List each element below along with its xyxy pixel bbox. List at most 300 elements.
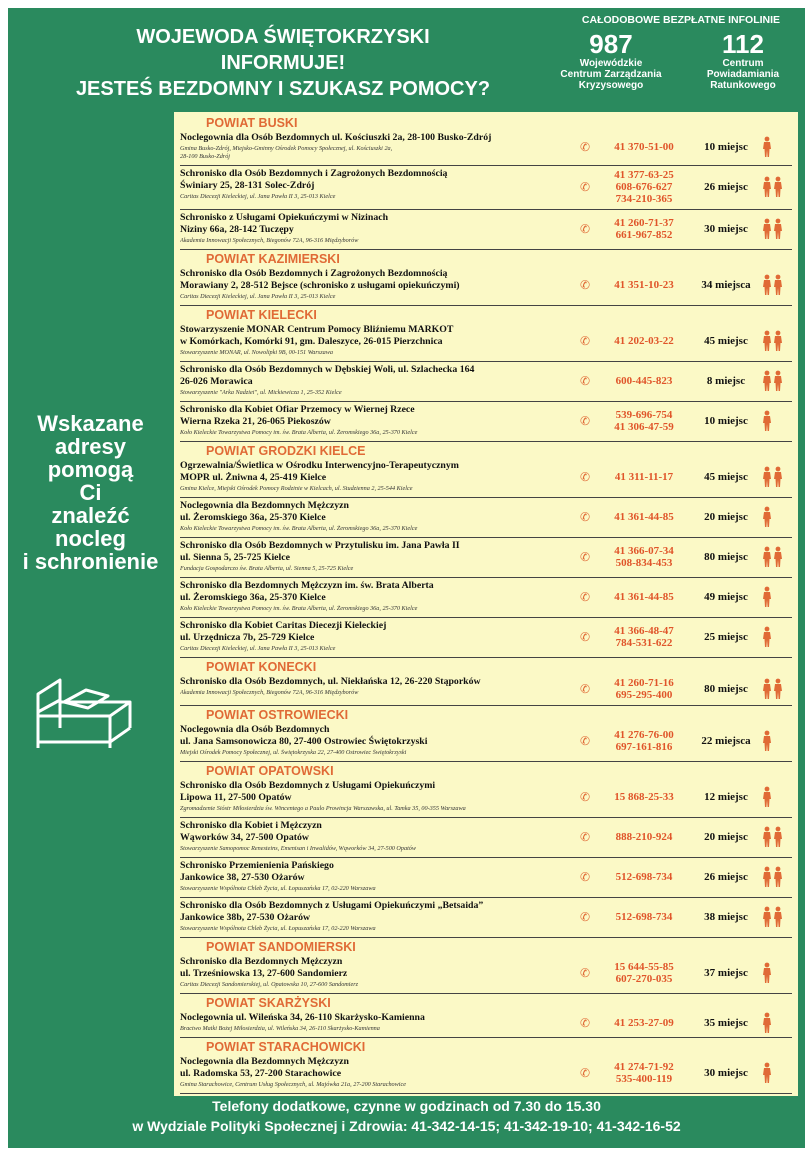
infoline-desc: Centrum Zarządzania	[560, 69, 662, 80]
shelter-name-line: Stowarzyszenie MONAR Centrum Pomocy Bliźniemu MARKOT	[180, 324, 454, 335]
phone-number: 41 366-07-34	[614, 545, 674, 557]
shelter-name	[180, 1012, 570, 1024]
shelter-name-line: Morawiany 2, 28-512 Bejsce (schronisko z usługami opiekuńczymi)	[180, 280, 460, 291]
person-icon	[762, 826, 772, 853]
person-icons	[762, 176, 796, 198]
shelter-operator	[180, 1025, 580, 1033]
shelter-operator	[180, 525, 580, 533]
shelter-phones	[598, 591, 690, 603]
shelter-entry	[180, 724, 792, 758]
person-icon	[773, 866, 783, 893]
shelter-operator-line: Stowarzyszenie MONAR, ul. Nowolipki 9B, 00-151 Warszawa	[180, 349, 333, 356]
poster	[8, 8, 805, 1148]
shelter-operator-line: Stowarzyszenie "Arka Nadziei", ul. Mickiewicza 1, 25-352 Kielce	[180, 389, 342, 396]
title-line: WOJEWODA ŚWIĘTOKRZYSKI	[136, 26, 430, 48]
shelter-name-line: Noclegownia dla Osób Bezdomnych ul. Kościuszki 2a, 28-100 Busko-Zdrój	[180, 132, 492, 143]
person-icon	[773, 906, 783, 933]
shelter-operator	[180, 981, 580, 989]
shelter-name-line: ul. Żeromskiego 36a, 25-370 Kielce	[180, 512, 326, 523]
shelter-operator-line: Miejski Ośrodek Pomocy Społecznej, ul. Świętokrzyska 22, 27-400 Ostrowiec Świętokrzyski	[180, 749, 407, 756]
shelter-name	[180, 324, 570, 348]
shelter-name-line: Wąworków 34, 27-500 Opatów	[180, 832, 309, 843]
footer-line: Telefony dodatkowe, czynne w godzinach od 7.30 do 15.30	[212, 1098, 601, 1114]
sidebar-message	[8, 412, 173, 573]
shelter-operator-line: Koło Kieleckie Towarzystwa Pomocy im. św. Brata Alberta, ul. Żeromskiego 36a, 25-370 Kielce	[180, 605, 418, 612]
divider	[180, 897, 792, 898]
shelter-operator	[180, 1081, 580, 1089]
phone-icon: ✆	[580, 830, 591, 844]
phone-number: 41 361-44-85	[614, 591, 674, 603]
divider	[180, 1093, 792, 1094]
shelter-name-line: Wierna Rzeka 21, 26-065 Piekoszów	[180, 416, 331, 427]
phone-number: 41 260-71-16	[614, 677, 674, 689]
shelter-operator-line: Caritas Diecezji Kieleckiej, ul. Jana Pawła II 3, 25-013 Kielce	[180, 193, 336, 200]
shelter-capacity: 12 miejsc	[704, 790, 748, 803]
phone-icon: ✆	[580, 910, 591, 924]
shelter-phones	[598, 141, 690, 153]
divider	[180, 577, 792, 578]
shelter-entry	[180, 1056, 792, 1090]
phone-number: 15 868-25-33	[614, 791, 674, 803]
shelter-entry	[180, 900, 792, 934]
shelter-operator	[180, 389, 580, 397]
person-icons	[762, 410, 796, 432]
phone-icon: ✆	[580, 734, 591, 748]
shelter-name	[180, 500, 570, 524]
shelter-name-line: 26-026 Morawica	[180, 376, 253, 387]
shelter-capacity: 10 miejsc	[704, 140, 748, 153]
shelter-name-line: ul. Żeromskiego 36a, 25-370 Kielce	[180, 592, 326, 603]
shelter-name-line: ul. Urzędnicza 7b, 25-729 Kielce	[180, 632, 315, 643]
shelter-name-line: ul. Sienna 5, 25-725 Kielce	[180, 552, 290, 563]
person-icons	[762, 586, 796, 608]
bed-icon	[30, 672, 150, 752]
shelter-name	[180, 460, 570, 484]
infoline-987	[548, 30, 674, 91]
person-icon	[762, 218, 772, 245]
shelter-name-line: MOPR ul. Żniwna 4, 25-419 Kielce	[180, 472, 327, 483]
phone-number: 41 311-11-17	[614, 471, 674, 483]
person-icons	[762, 1062, 796, 1084]
shelter-phones	[598, 831, 690, 843]
phone-number: 539-696-754	[615, 409, 673, 421]
shelter-name-line: Schronisko dla Bezdomnych Mężczyzn	[180, 956, 343, 967]
phone-number: 41 202-03-22	[614, 335, 674, 347]
shelter-capacity: 45 miejsc	[704, 470, 748, 483]
title-line: INFORMUJE!	[220, 52, 346, 74]
phone-icon: ✆	[580, 180, 591, 194]
shelter-capacity: 30 miejsc	[704, 1066, 748, 1079]
section-title: POWIAT OPATOWSKI	[206, 764, 334, 778]
phone-number: 661-967-852	[615, 229, 673, 241]
phone-icon: ✆	[580, 550, 591, 564]
shelter-phones	[598, 677, 690, 701]
phone-number: 41 370-51-00	[614, 141, 674, 153]
shelter-name	[180, 168, 570, 192]
person-icons	[762, 274, 796, 296]
shelter-operator-line: Caritas Diecezji Kieleckiej, ul. Jana Pawła II 3, 25-013 Kielce	[180, 645, 336, 652]
page-title	[18, 24, 548, 102]
person-icon	[773, 826, 783, 853]
infoline-desc: Powiadamiania	[706, 69, 780, 80]
footer	[8, 1096, 805, 1148]
divider	[180, 497, 792, 498]
sidebar-line: pomogą	[47, 457, 134, 482]
divider	[180, 617, 792, 618]
person-icon	[762, 410, 772, 437]
phone-number: 41 361-44-85	[614, 511, 674, 523]
infoline-desc: Wojewódzkie	[579, 58, 643, 69]
phone-icon: ✆	[580, 140, 591, 154]
person-icon	[762, 678, 772, 705]
divider	[180, 761, 792, 762]
phone-number: 41 306-47-59	[614, 421, 674, 433]
shelter-name-line: Schronisko dla Osób Bezdomnych z Usługami Opiekuńczymi „Betsaida”	[180, 900, 484, 911]
phone-number: 607-270-035	[615, 973, 673, 985]
person-icon	[762, 136, 772, 163]
phone-icon: ✆	[580, 278, 591, 292]
sidebar	[8, 112, 173, 1092]
shelter-operator-line: Koło Kieleckie Towarzystwa Pomocy im. św. Brata Alberta, ul. Żeromskiego 36a, 25-370 Kielce	[180, 525, 418, 532]
shelter-entry	[180, 268, 792, 302]
shelter-operator-line: Stowarzyszenie Wspólnota Chleb Życia, ul. Łopuszańska 17, 02-220 Warszawa	[180, 925, 376, 932]
person-icons	[762, 962, 796, 984]
shelter-name-line: Schronisko dla Osób Bezdomnych i Zagrożonych Bezdomnością	[180, 168, 448, 179]
person-icons	[762, 370, 796, 392]
person-icon	[773, 466, 783, 493]
shelter-name-line: Schronisko dla Osób Bezdomnych i Zagrożonych Bezdomnością	[180, 268, 448, 279]
person-icons	[762, 826, 796, 848]
section-title: POWIAT OSTROWIECKI	[206, 708, 349, 722]
shelter-operator-line: Caritas Diecezji Kieleckiej, ul. Jana Pawła II 3, 25-013 Kielce	[180, 293, 336, 300]
shelter-entry	[180, 460, 792, 494]
shelter-phones	[598, 961, 690, 985]
shelter-capacity: 8 miejsc	[706, 374, 746, 387]
shelter-capacity: 37 miejsc	[704, 966, 748, 979]
phone-icon: ✆	[580, 222, 591, 236]
phone-icon: ✆	[580, 682, 591, 696]
shelter-phones	[598, 791, 690, 803]
shelter-name-line: Jankowice 38, 27-530 Ożarów	[180, 872, 305, 883]
person-icon	[762, 274, 772, 301]
shelter-name	[180, 620, 570, 644]
person-icon	[762, 370, 772, 397]
shelter-name	[180, 580, 570, 604]
divider	[180, 857, 792, 858]
shelter-entry	[180, 860, 792, 894]
footer-line: w Wydziale Polityki Społecznej i Zdrowia: 41-342-14-15; 41-342-19-10; 41-342-16-52	[132, 1118, 681, 1134]
sidebar-line: Ci	[79, 480, 102, 505]
person-icon	[773, 330, 783, 357]
title-line: JESTEŚ BEZDOMNY I SZUKASZ POMOCY?	[75, 78, 491, 100]
person-icons	[762, 506, 796, 528]
shelter-operator	[180, 485, 580, 493]
shelter-operator	[180, 145, 580, 161]
phone-number: 41 366-48-47	[614, 625, 674, 637]
shelter-name	[180, 724, 570, 748]
person-icon	[762, 730, 772, 757]
divider	[180, 441, 792, 442]
shelter-name	[180, 780, 570, 804]
shelter-phones	[598, 217, 690, 241]
shelter-name	[180, 820, 570, 844]
shelter-operator-line: Gmina Starachowice, Centrum Usług Społecznych, ul. Majówka 21a, 27-200 Starachowice	[180, 1081, 406, 1088]
shelter-name-line: Niziny 66a, 28-142 Tuczępy	[180, 224, 294, 235]
shelter-phones	[598, 279, 690, 291]
divider	[180, 817, 792, 818]
divider	[180, 305, 792, 306]
divider	[180, 937, 792, 938]
shelter-phones	[598, 471, 690, 483]
shelter-operator-line: Koło Kieleckie Towarzystwa Pomocy im. św. Brata Alberta, ul. Żeromskiego 36a, 25-370 Kielce	[180, 429, 418, 436]
shelter-phones	[598, 729, 690, 753]
person-icons	[762, 1012, 796, 1034]
phone-number: 695-295-400	[615, 689, 673, 701]
infoline-number: 987	[589, 29, 633, 59]
person-icon	[762, 1062, 772, 1089]
shelter-name	[180, 364, 570, 388]
shelter-name	[180, 540, 570, 564]
shelter-name-line: Schronisko dla Osób Bezdomnych w Dębskiej Woli, ul. Szlachecka 164	[180, 364, 475, 375]
divider	[180, 657, 792, 658]
shelter-name	[180, 1056, 570, 1080]
divider	[180, 993, 792, 994]
person-icons	[762, 218, 796, 240]
phone-number: 608-676-627	[615, 181, 673, 193]
shelter-name-line: Jankowice 38b, 27-530 Ożarów	[180, 912, 311, 923]
person-icon	[762, 1012, 772, 1039]
shelter-operator	[180, 565, 580, 573]
shelter-name-line: Schronisko dla Osób Bezdomnych, ul. Niekłańska 12, 26-220 Stąporków	[180, 676, 481, 687]
shelter-name	[180, 900, 570, 924]
person-icon	[762, 866, 772, 893]
infoline-desc: Kryzysowego	[578, 80, 644, 91]
shelter-name-line: Ogrzewalnia/Świetlica w Ośrodku Interwencyjno-Terapeutycznym	[180, 460, 459, 471]
phone-number: 41 260-71-37	[614, 217, 674, 229]
shelter-operator-line: Akademia Innowacji Społecznych, Biegonów 72A, 96-316 Międzyborów	[180, 237, 359, 244]
shelter-entry	[180, 956, 792, 990]
phone-number: 888-210-924	[615, 831, 673, 843]
shelter-phones	[598, 911, 690, 923]
shelter-entry	[180, 364, 792, 398]
shelter-capacity: 10 miejsc	[704, 414, 748, 427]
phone-icon: ✆	[580, 1066, 591, 1080]
divider	[180, 1037, 792, 1038]
shelter-capacity: 30 miejsc	[704, 222, 748, 235]
shelter-operator-line: Caritas Diecezji Sandomierskiej, ul. Opatowska 10, 27-600 Sandomierz	[180, 981, 359, 988]
shelter-entry	[180, 540, 792, 574]
person-icon	[773, 176, 783, 203]
person-icon	[762, 962, 772, 989]
shelter-name	[180, 268, 570, 292]
shelter-name	[180, 132, 570, 144]
shelter-phones	[598, 1061, 690, 1085]
shelter-name-line: Schronisko Przemienienia Pańskiego	[180, 860, 334, 871]
shelter-entry	[180, 168, 792, 206]
shelter-operator-line: Stowarzyszenie Wspólnota Chleb Życia, ul. Łopuszańska 17, 02-220 Warszawa	[180, 885, 376, 892]
shelter-entry	[180, 1012, 792, 1034]
phone-number: 512-698-734	[615, 911, 673, 923]
phone-number: 697-161-816	[615, 741, 673, 753]
person-icons	[762, 906, 796, 928]
shelter-entry	[180, 404, 792, 438]
person-icon	[773, 218, 783, 245]
shelter-operator-line: Akademia Innowacji Społecznych, Biegonów 72A, 96-316 Międzyborów	[180, 689, 359, 696]
person-icon	[762, 506, 772, 533]
phone-number: 600-445-823	[615, 375, 673, 387]
shelter-entry	[180, 212, 792, 246]
shelter-entry	[180, 676, 792, 702]
infoline-112	[688, 30, 798, 91]
person-icon	[762, 586, 772, 613]
person-icons	[762, 730, 796, 752]
shelter-name-line: Lipowa 11, 27-500 Opatów	[180, 792, 292, 803]
person-icons	[762, 466, 796, 488]
phone-number: 41 351-10-23	[614, 279, 674, 291]
sidebar-line: adresy	[55, 434, 126, 459]
shelter-name	[180, 212, 570, 236]
shelter-name-line: Schronisko dla Bezdomnych Mężczyzn im. św. Brata Alberta	[180, 580, 434, 591]
shelter-entry	[180, 820, 792, 854]
phone-icon: ✆	[580, 414, 591, 428]
section-title: POWIAT KAZIMIERSKI	[206, 252, 340, 266]
sidebar-line: nocleg	[55, 526, 126, 551]
person-icons	[762, 866, 796, 888]
sidebar-line: znaleźć	[51, 503, 130, 528]
sidebar-line: i schronienie	[22, 549, 159, 574]
shelter-operator	[180, 925, 580, 933]
section-title: POWIAT GRODZKI KIELCE	[206, 444, 366, 458]
shelter-name-line: Schronisko dla Kobiet i Mężczyzn	[180, 820, 322, 831]
shelter-operator-line: Gmina Kielce, Miejski Ośrodek Pomocy Rodzinie w Kielcach, ul. Studzienna 2, 25-544 Kielce	[180, 485, 413, 492]
phone-icon: ✆	[580, 790, 591, 804]
person-icon	[773, 546, 783, 573]
person-icon	[762, 176, 772, 203]
phone-icon: ✆	[580, 470, 591, 484]
divider	[180, 209, 792, 210]
shelter-operator-line: Bractwo Matki Bożej Miłosierdzia, ul. Wileńska 34, 26-110 Skarżysko-Kamienna	[180, 1025, 380, 1032]
phone-number: 41 377-63-25	[614, 169, 674, 181]
shelter-operator	[180, 293, 580, 301]
shelter-name-line: Schronisko z Usługami Opiekuńczymi w Nizinach	[180, 212, 389, 223]
phone-number: 41 276-76-00	[614, 729, 674, 741]
phone-number: 508-834-453	[615, 557, 673, 569]
shelter-capacity: 26 miejsc	[704, 180, 748, 193]
section-title: POWIAT SKARŻYSKI	[206, 996, 331, 1010]
phone-number: 41 253-27-09	[614, 1017, 674, 1029]
shelter-capacity: 80 miejsc	[704, 682, 748, 695]
person-icon	[762, 906, 772, 933]
sidebar-line: Wskazane	[37, 411, 144, 436]
shelter-entry	[180, 780, 792, 814]
shelter-operator-line: Gmina Busko-Zdrój, Miejsko-Gminny Ośrodek Pomocy Społecznej, ul. Kościuszki 2a,	[180, 145, 393, 152]
person-icon	[773, 370, 783, 397]
shelter-phones	[598, 409, 690, 433]
person-icons	[762, 136, 796, 158]
phone-icon: ✆	[580, 1016, 591, 1030]
shelter-operator	[180, 845, 580, 853]
person-icon	[762, 546, 772, 573]
shelter-entry	[180, 500, 792, 534]
divider	[180, 705, 792, 706]
shelter-operator-line: 28-100 Busko-Zdrój	[180, 153, 231, 160]
shelter-capacity: 80 miejsc	[704, 550, 748, 563]
shelter-phones	[598, 625, 690, 649]
shelter-phones	[598, 169, 690, 205]
shelter-operator	[180, 193, 580, 201]
shelter-phones	[598, 375, 690, 387]
phone-icon: ✆	[580, 870, 591, 884]
phone-icon: ✆	[580, 590, 591, 604]
shelter-operator	[180, 349, 580, 357]
person-icon	[762, 626, 772, 653]
shelter-name-line: Schronisko dla Kobiet Ofiar Przemocy w Wiernej Rzece	[180, 404, 415, 415]
shelter-capacity: 38 miejsc	[704, 910, 748, 923]
section-title: POWIAT SANDOMIERSKI	[206, 940, 356, 954]
shelter-name-line: Schronisko dla Osób Bezdomnych z Usługami Opiekuńczymi	[180, 780, 436, 791]
infoline-desc: Ratunkowego	[710, 80, 776, 91]
shelter-capacity: 20 miejsc	[704, 510, 748, 523]
divider	[180, 361, 792, 362]
shelter-name-line: Noclegownia ul. Wileńska 34, 26-110 Skarżysko-Kamienna	[180, 1012, 425, 1023]
header	[8, 8, 805, 112]
shelter-operator	[180, 689, 580, 697]
shelter-operator	[180, 605, 580, 613]
shelter-capacity: 35 miejsc	[704, 1016, 748, 1029]
person-icon	[762, 786, 772, 813]
person-icon	[762, 466, 772, 493]
shelter-name-line: Schronisko dla Osób Bezdomnych w Przytulisku im. Jana Pawła II	[180, 540, 460, 551]
infoline-title: CAŁODOBOWE BEZPŁATNE INFOLINIE	[581, 14, 781, 26]
shelter-phones	[598, 545, 690, 569]
person-icon	[773, 274, 783, 301]
shelter-name-line: Noclegownia dla Bezdomnych Mężczyzn	[180, 1056, 349, 1067]
shelter-operator	[180, 645, 580, 653]
shelter-capacity: 20 miejsc	[704, 830, 748, 843]
phone-icon: ✆	[580, 334, 591, 348]
person-icons	[762, 678, 796, 700]
divider	[180, 249, 792, 250]
divider	[180, 537, 792, 538]
phone-number: 734-210-365	[615, 193, 673, 205]
shelter-entry	[180, 620, 792, 654]
shelter-name-line: w Komórkach, Komórki 91, gm. Daleszyce, 26-015 Pierzchnica	[180, 336, 443, 347]
shelter-name	[180, 404, 570, 428]
shelter-name-line: Noclegownia dla Osób Bezdomnych	[180, 724, 330, 735]
person-icons	[762, 786, 796, 808]
phone-icon: ✆	[580, 630, 591, 644]
shelter-name-line: ul. Jana Samsonowicza 80, 27-400 Ostrowiec Świętokrzyski	[180, 736, 428, 747]
phone-number: 784-531-622	[615, 637, 673, 649]
shelter-name-line: ul. Radomska 53, 27-200 Starachowice	[180, 1068, 342, 1079]
shelter-operator	[180, 237, 580, 245]
shelter-entry	[180, 580, 792, 614]
section-title: POWIAT BUSKI	[206, 116, 298, 130]
person-icons	[762, 626, 796, 648]
shelter-name-line: ul. Trześniowska 13, 27-600 Sandomierz	[180, 968, 348, 979]
shelter-phones	[598, 511, 690, 523]
person-icon	[773, 678, 783, 705]
section-title: POWIAT KIELECKI	[206, 308, 317, 322]
shelter-name	[180, 860, 570, 884]
divider	[180, 165, 792, 166]
phone-number: 41 274-71-92	[614, 1061, 674, 1073]
phone-icon: ✆	[580, 510, 591, 524]
shelter-phones	[598, 871, 690, 883]
shelter-name	[180, 956, 570, 980]
shelter-name-line: Noclegownia dla Bezdomnych Mężczyzn	[180, 500, 349, 511]
shelter-list	[174, 112, 798, 1096]
